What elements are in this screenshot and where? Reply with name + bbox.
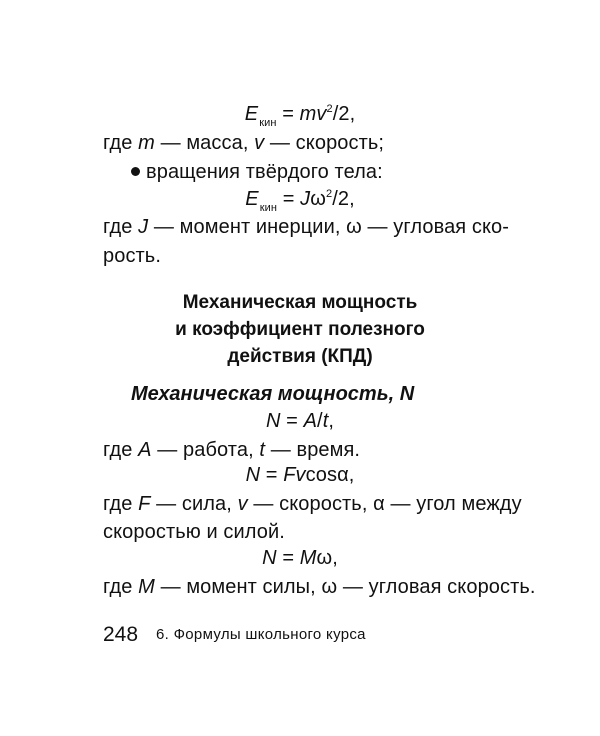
formula-kinetic-energy-rotational [0, 186, 600, 215]
formula-text: = [277, 188, 301, 210]
text: F [138, 493, 151, 515]
page-number: 248 [103, 623, 139, 646]
formula-symbol: N [245, 464, 261, 486]
text: — момент инерции, ω — угловая ско- [148, 216, 510, 238]
text: где [103, 439, 139, 461]
formula-symbol: E [244, 103, 259, 125]
formula-symbol: A [303, 410, 318, 432]
paragraph-line [103, 437, 360, 463]
formula-power-work-time [0, 408, 600, 434]
text: A [138, 439, 152, 461]
paragraph-line [103, 214, 509, 240]
formula-text: /2, [332, 103, 356, 125]
section-heading-line: и коэффициент полезного [175, 319, 425, 340]
formula-symbol: J [300, 188, 311, 210]
text: где [103, 493, 139, 515]
text: — работа, [151, 439, 260, 461]
paragraph-line [103, 519, 285, 545]
formula-text: /2, [332, 188, 355, 210]
section-heading-line: Механическая мощность [182, 292, 418, 313]
formula-text: = [276, 547, 300, 569]
formula-text: ω, [316, 547, 338, 569]
formula-superscript: 2 [326, 103, 333, 115]
text: — скорость, α — угол между [247, 493, 522, 515]
formula-power-force-velocity [0, 462, 600, 488]
formula-symbol: t [322, 410, 329, 432]
bullet-item [131, 159, 383, 185]
text: v [254, 132, 265, 154]
formula-symbol: N [262, 547, 277, 569]
formula-symbol: M [299, 547, 317, 569]
paragraph-line [103, 243, 161, 269]
formula-symbol: m [299, 103, 317, 125]
formula-kinetic-energy-translational [0, 101, 600, 130]
bullet-icon [131, 167, 140, 176]
text: m [138, 132, 155, 154]
formula-superscript: 2 [325, 188, 333, 200]
formula-subscript: кин [259, 202, 278, 214]
paragraph-line [103, 491, 522, 517]
text: рость. [103, 245, 161, 267]
formula-text: = [280, 410, 304, 432]
text: где [103, 576, 139, 598]
formula-symbol: E [245, 188, 259, 210]
subsection-heading: Механическая мощность, N [131, 383, 415, 405]
formula-symbol: Fv [283, 464, 306, 486]
formula-symbol: v [316, 103, 327, 125]
formula-text: = [276, 103, 300, 125]
text: скоростью и силой. [103, 521, 285, 543]
text: — масса, [154, 132, 255, 154]
formula-text: cosα, [305, 464, 355, 486]
running-footer-chapter: 6. Формулы школьного курса [156, 626, 366, 643]
section-heading-line: действия (КПД) [227, 346, 373, 367]
text: t [259, 439, 266, 461]
text: — время. [265, 439, 361, 461]
text: где [103, 132, 139, 154]
text: — сила, [150, 493, 238, 515]
text: M [138, 576, 155, 598]
formula-text: / [317, 410, 323, 432]
formula-power-torque [0, 545, 600, 571]
formula-text: = [260, 464, 284, 486]
paragraph-line [103, 130, 384, 156]
bullet-text: вращения твёрдого тела: [146, 161, 383, 183]
text: v [237, 493, 248, 515]
text: J [138, 216, 149, 238]
text: — момент силы, ω — угловая скорость. [154, 576, 536, 598]
paragraph-line [103, 574, 536, 600]
formula-text: ω [310, 188, 326, 210]
formula-text: , [328, 410, 335, 432]
text: — скорость; [264, 132, 385, 154]
text: где [103, 216, 139, 238]
formula-symbol: N [265, 410, 281, 432]
formula-subscript: кин [259, 117, 277, 129]
